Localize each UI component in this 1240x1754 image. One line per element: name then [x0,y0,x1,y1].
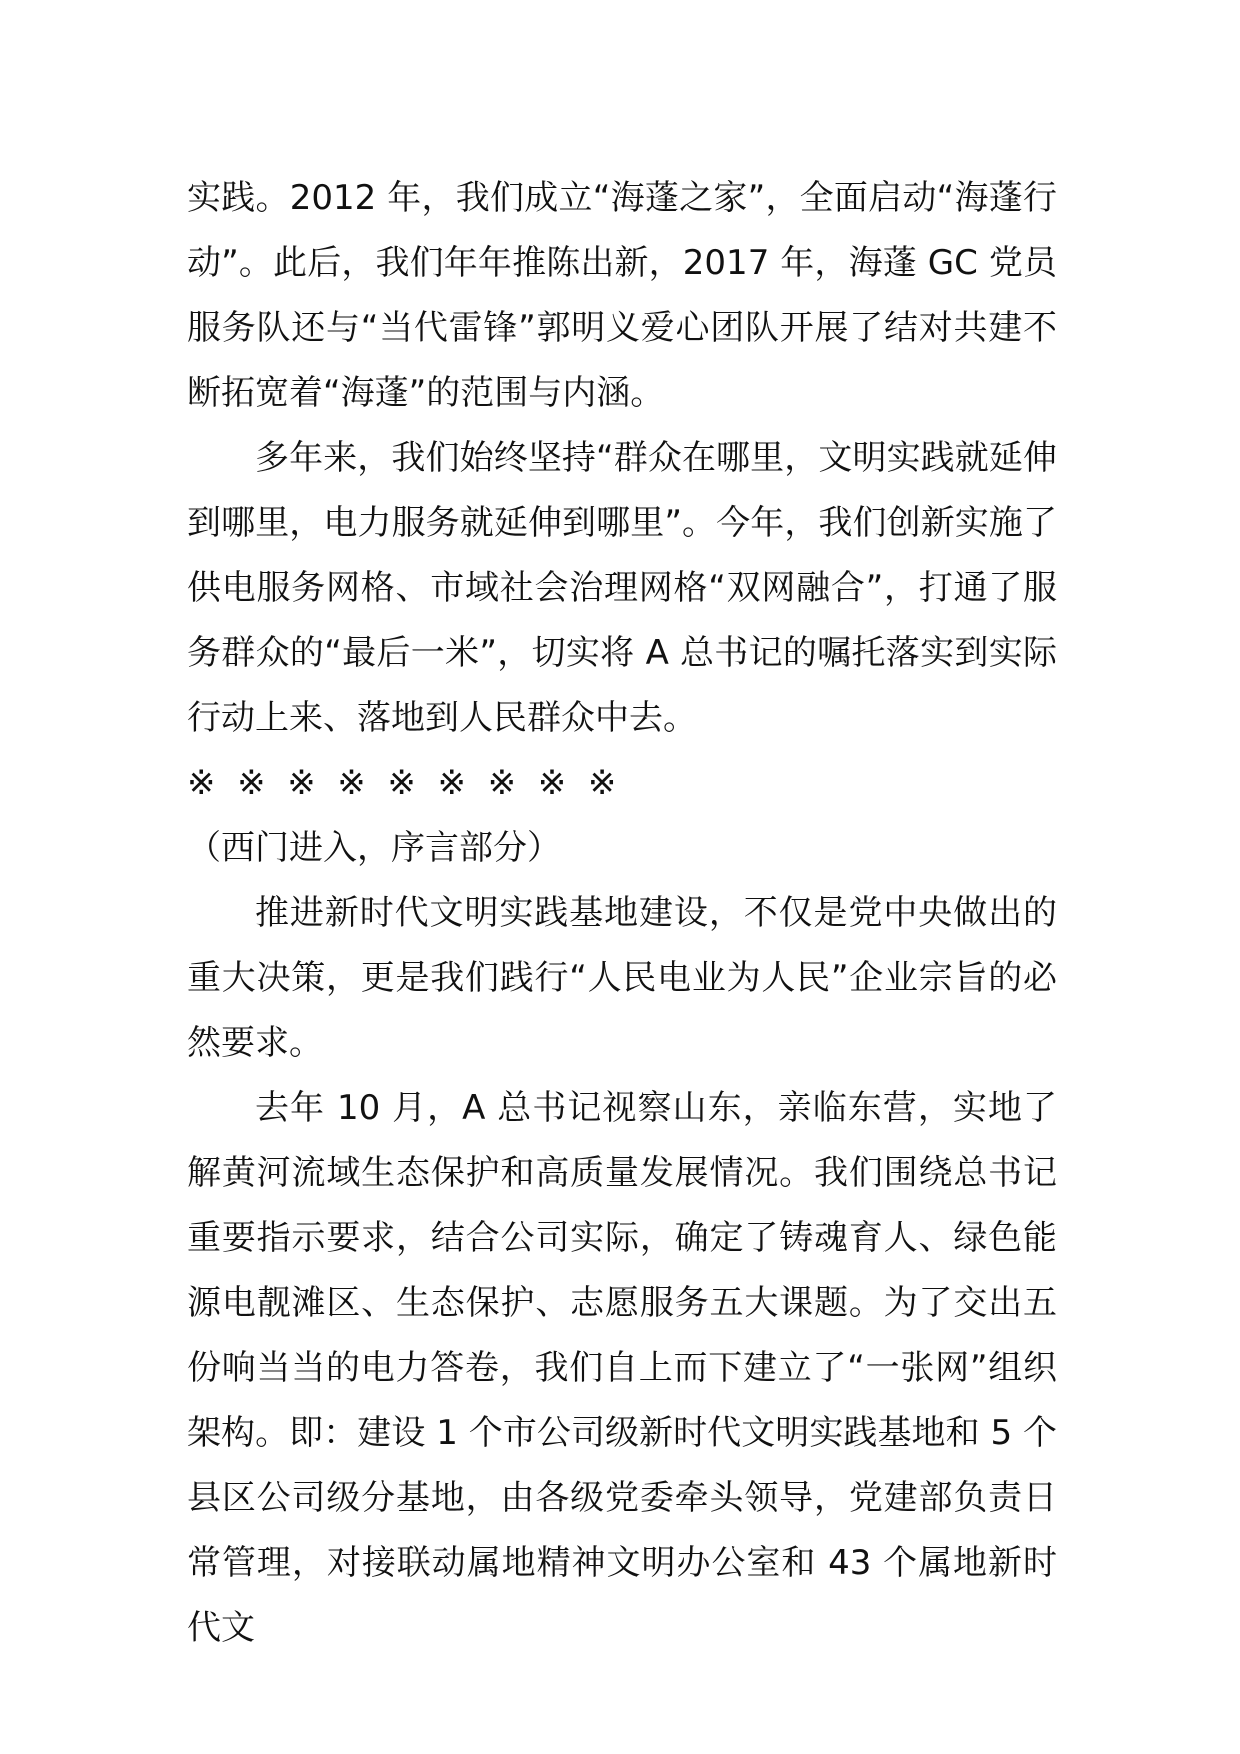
paragraph-continuation: 实践。2012 年，我们成立“海蓬之家”，全面启动“海蓬行动”。此后，我们年年推陈出新，2017 年，海蓬 GC 党员服务队还与“当代雷锋”郭明义爱心团队开展了结对共建不断拓宽着“海蓬”的范围与内涵。 [187,178,1057,413]
section-separator: ※ ※ ※ ※ ※ ※ ※ ※ ※ [187,763,617,803]
document-body [187,166,1057,1661]
section-note: （西门进入，序言部分） [187,828,561,868]
paragraph-base-construction: 推进新时代文明实践基地建设，不仅是党中央做出的重大决策，更是我们践行“人民电业为人民”企业宗旨的必然要求。 [187,893,1057,1063]
paragraph-service-extension: 多年来，我们始终坚持“群众在哪里，文明实践就延伸到哪里，电力服务就延伸到哪里”。今年，我们创新实施了供电服务网格、市域社会治理网格“双网融合”，打通了服务群众的“最后一米”，切实将 A 总书记的嘱托落实到实际行动上来、落地到人民群众中去。 [187,438,1057,738]
paragraph-general-secretary-visit: 去年 10 月，A 总书记视察山东，亲临东营，实地了解黄河流域生态保护和高质量发展情况。我们围绕总书记重要指示要求，结合公司实际，确定了铸魂育人、绿色能源电靓滩区、生态保护、志愿服务五大课题。为了交出五份响当当的电力答卷，我们自上而下建立了“一张网”组织架构。即：建设 1 个市公司级新时代文明实践基地和 5 个县区公司级分基地，由各级党委牵头领导，党建部负责日常管理，对接联动属地精神文明办公室和 43 个属地新时代文 [187,1088,1057,1648]
